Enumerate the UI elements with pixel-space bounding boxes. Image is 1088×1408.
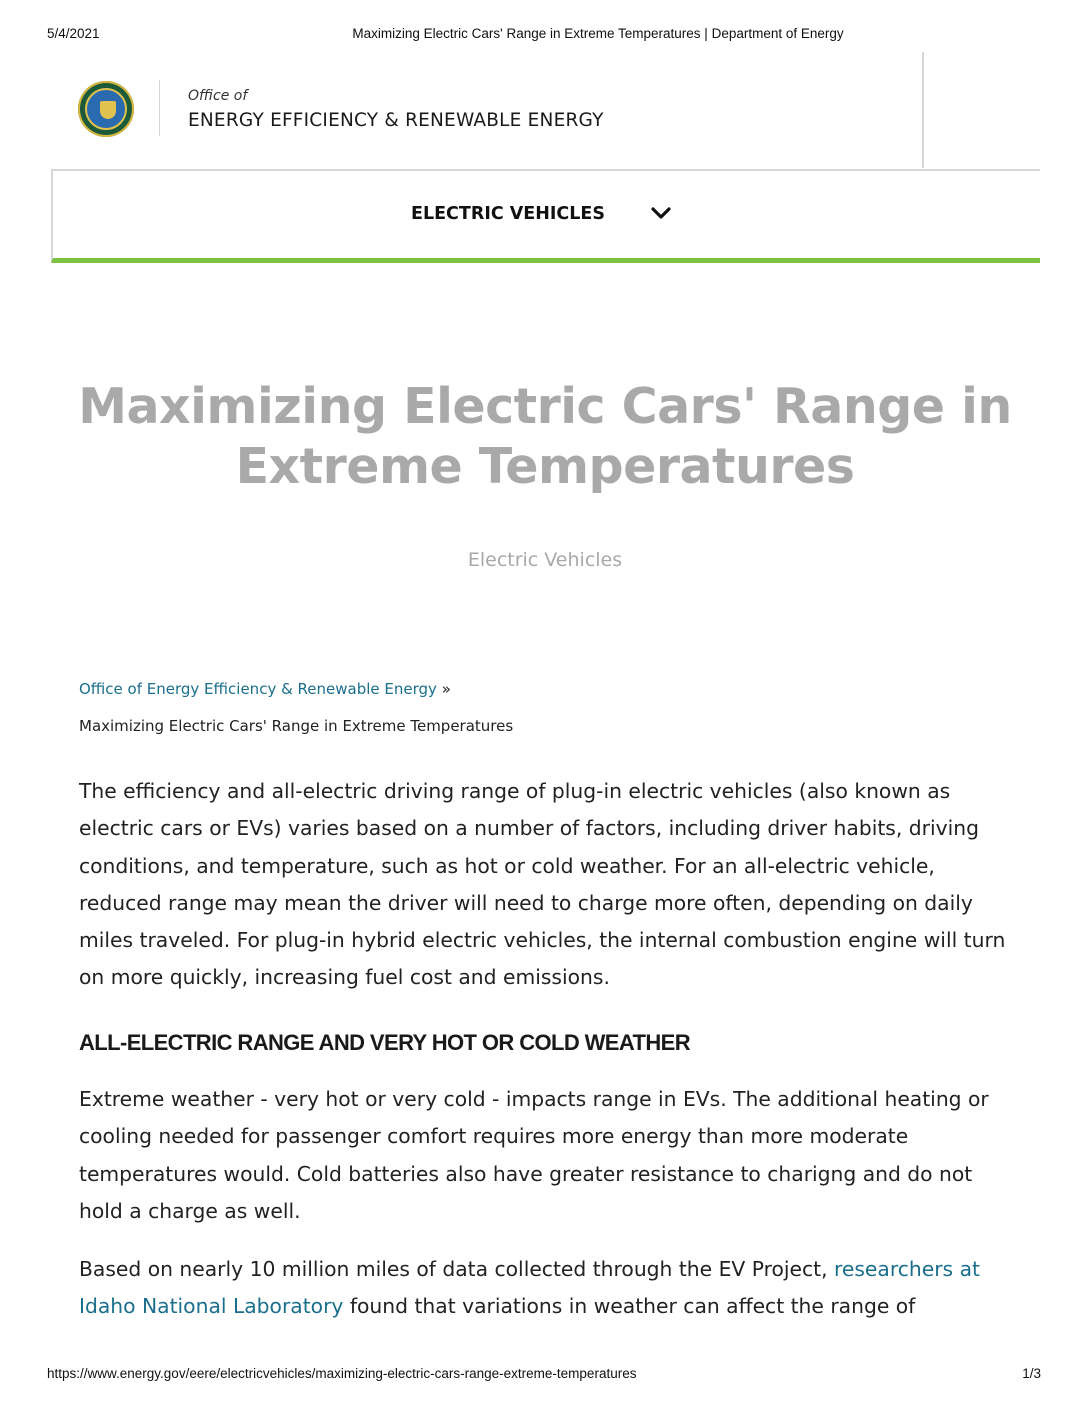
seal-inner: [85, 88, 127, 130]
print-date: 5/4/2021: [47, 26, 100, 41]
page-title-line1: Maximizing Electric Cars' Range in: [78, 378, 1012, 435]
office-of-label[interactable]: Office of: [188, 88, 248, 104]
section-nav: [51, 169, 1040, 263]
research-paragraph: [79, 1251, 1019, 1326]
researchers-link[interactable]: researchers at Idaho National Laboratory: [79, 1257, 980, 1319]
section-heading: ALL-ELECTRIC RANGE AND VERY HOT OR COLD WEATHER: [79, 1030, 691, 1055]
intro-paragraph: The efficiency and all-electric driving range of plug-in electric vehicles (also known as electric cars or EVs) varies based on a number of factors, including driver habits, driving conditions, and temperature, such as hot or cold weather. For an all-electric vehicle, reduced range may mean the driver will need to charge more often, depending on daily miles traveled. For plug-in hybrid electric vehicles, the internal combustion engine will turn on more quickly, increasing fuel cost and emissions.: [79, 779, 1006, 990]
site-header: [52, 52, 924, 168]
chevron-down-icon[interactable]: [650, 202, 672, 224]
page-title: [52, 377, 1038, 497]
breadcrumb-parent-link[interactable]: Office of Energy Efficiency & Renewable Energy: [79, 680, 437, 698]
page-title-line2: Extreme Temperatures: [235, 438, 855, 495]
print-page-title: Maximizing Electric Cars' Range in Extreme Temperatures | Department of Energy: [352, 26, 844, 41]
seal-shield: [100, 101, 116, 119]
print-url: https://www.energy.gov/eere/electricvehicles/maximizing-electric-cars-range-extreme-temperatures: [47, 1366, 637, 1381]
breadcrumb: [79, 680, 451, 698]
breadcrumb-current: Maximizing Electric Cars' Range in Extreme Temperatures: [79, 717, 514, 735]
weather-paragraph: Extreme weather - very hot or very cold - impacts range in EVs. The additional heating or cooling needed for passenger comfort requires more energy than more moderate temperatures would. Cold batteries also have greater resistance to charigng and do not hold a charge as well.: [79, 1087, 989, 1223]
header-divider: [159, 80, 160, 136]
nav-menu-electric-vehicles[interactable]: ELECTRIC VEHICLES: [411, 204, 605, 224]
research-text-before: Based on nearly 10 million miles of data collected through the EV Project,: [79, 1257, 834, 1281]
print-page-number: 1/3: [1022, 1366, 1041, 1381]
page-subtitle: Electric Vehicles: [467, 549, 623, 571]
doe-seal-icon[interactable]: [78, 81, 134, 137]
research-text-after: found that variations in weather can affect the range of: [343, 1294, 916, 1319]
office-name-link[interactable]: ENERGY EFFICIENCY & RENEWABLE ENERGY: [188, 110, 604, 131]
breadcrumb-separator: »: [441, 680, 451, 698]
